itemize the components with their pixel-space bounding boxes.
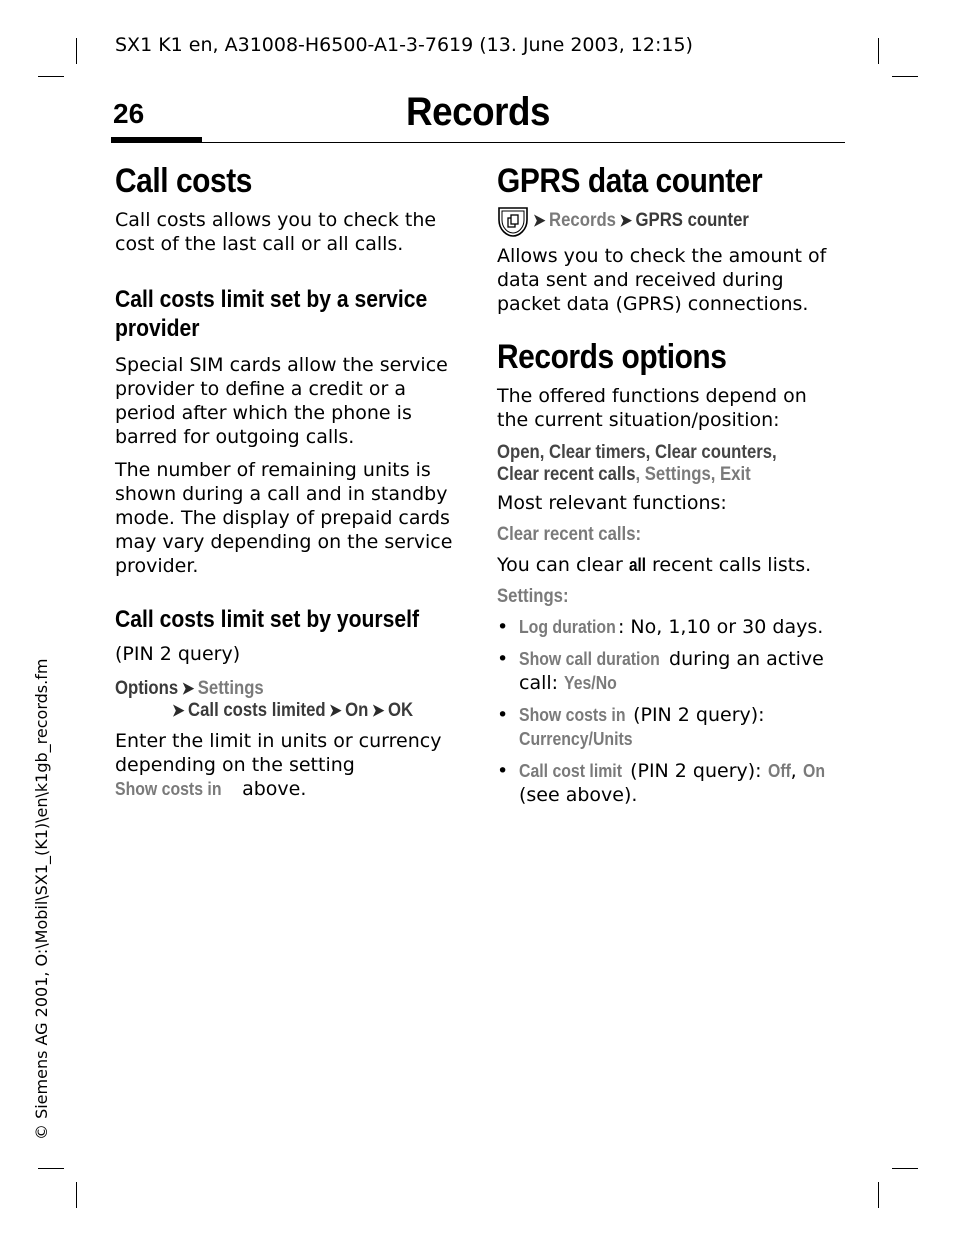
provider-para-2: The number of remaining units is shown during a call and in standby mode. The display of prepaid cards may vary depending on the service provider. (115, 459, 453, 577)
crop-mark-top-right-v (878, 38, 879, 64)
crop-mark-top-left-v (76, 38, 77, 64)
arrow-icon: ➤ (181, 679, 195, 698)
path-settings: Settings (197, 678, 264, 699)
path-records: Records (549, 210, 616, 231)
crop-mark-bottom-left-h (38, 1168, 64, 1169)
gprs-menu-path (497, 206, 842, 242)
gprs-text: Allows you to check the amount of data sent and received during packet data (GPRS) connections. (497, 245, 827, 315)
functions-line-2 (497, 464, 843, 486)
list-item (497, 647, 842, 695)
show-costs-in-text: (PIN 2 query): (627, 704, 765, 726)
show-call-duration-value: Yes/No (564, 673, 617, 693)
clear-recent-label: Clear recent calls: (497, 524, 642, 545)
bullet: • (497, 616, 509, 638)
functions-list (497, 442, 843, 486)
bullet: • (497, 648, 509, 670)
crop-mark-bottom-left-v (76, 1182, 77, 1208)
function-clear-recent: Clear recent calls (497, 464, 636, 485)
list-item (497, 615, 842, 639)
show-costs-in-value: Currency/Units (519, 729, 633, 749)
gprs-heading: GPRS data counter (497, 162, 763, 200)
menu-icon (497, 206, 529, 242)
document-header: SX1 K1 en, A31008-H6500-A1-3-7619 (13. June 2003, 12:15) (115, 34, 693, 56)
clear-text-b: recent calls lists. (651, 554, 812, 576)
crop-mark-top-left-h (38, 76, 64, 77)
show-call-duration-text: during an active call: (519, 648, 824, 694)
page-number: 26 (113, 98, 145, 129)
above-text: above. (242, 778, 307, 800)
left-column (115, 160, 460, 801)
list-item (497, 759, 842, 807)
clear-text (497, 553, 842, 577)
call-costs-intro: Call costs allows you to check the cost of the last call or all calls. (115, 209, 437, 255)
bullet: • (497, 760, 509, 782)
crop-mark-top-right-h (892, 76, 918, 77)
menu-path (115, 678, 460, 722)
show-call-duration-key: Show call duration (519, 649, 660, 669)
enter-limit-text (115, 729, 460, 801)
clear-all-word: all (628, 555, 646, 575)
path-on: On (345, 700, 369, 721)
records-options-heading: Records options (497, 338, 727, 376)
menu-path-line-2 (172, 700, 413, 722)
records-options-intro: The offered functions depend on the current situation/position: (497, 385, 807, 431)
arrow-icon: ➤ (619, 211, 633, 230)
settings-list (497, 615, 842, 807)
copyright-sidebar: © Siemens AG 2001, O:\Mobil\SX1_(K1)\en\k1gb_records.fm (32, 658, 51, 1140)
call-cost-limit-tail: (see above). (519, 784, 638, 806)
call-costs-heading: Call costs (115, 162, 252, 200)
arrow-icon: ➤ (172, 701, 185, 720)
path-ok: OK (387, 700, 414, 721)
clear-text-a: You can clear (497, 554, 623, 576)
show-costs-in-link: Show costs in (115, 779, 222, 799)
path-gprs-counter: GPRS counter (635, 210, 749, 231)
crop-mark-bottom-right-h (892, 1168, 918, 1169)
show-costs-in-key: Show costs in (519, 705, 626, 725)
call-cost-limit-text: (PIN 2 query): (624, 760, 762, 782)
call-cost-limit-key: Call cost limit (519, 761, 622, 781)
call-cost-limit-off: Off (767, 761, 791, 781)
arrow-icon: ➤ (371, 701, 385, 720)
crop-mark-bottom-right-v (878, 1182, 879, 1208)
arrow-icon: ➤ (533, 211, 546, 230)
call-cost-limit-sep: , (790, 760, 797, 782)
call-cost-limit-on: On (802, 761, 825, 781)
list-item (497, 703, 842, 751)
menu-path-line-1 (115, 678, 264, 700)
most-relevant-text: Most relevant functions: (497, 492, 727, 514)
page-title: Records (406, 90, 551, 134)
log-duration-text: : No, 1,10 or 30 days. (617, 616, 824, 638)
provider-para-1: Special SIM cards allow the service provider to define a credit or a period after which the phone is barred for outgoing calls. (115, 354, 448, 448)
provider-heading: Call costs limit set by a service provider (115, 286, 428, 342)
path-call-costs-limited: Call costs limited (188, 700, 326, 721)
arrow-icon: ➤ (329, 701, 342, 720)
settings-label: Settings: (497, 586, 569, 607)
yourself-heading: Call costs limit set by yourself (115, 606, 419, 633)
functions-line-1: Open, Clear timers, Clear counters, (497, 442, 777, 463)
log-duration-key: Log duration (519, 617, 616, 637)
right-column (497, 160, 842, 807)
function-settings-exit: , Settings, Exit (635, 464, 751, 485)
header-rule (111, 142, 845, 143)
path-options: Options (115, 678, 179, 699)
enter-limit-sentence: Enter the limit in units or currency depending on the setting (115, 730, 442, 776)
pin-note: (PIN 2 query) (115, 643, 241, 665)
bullet: • (497, 704, 509, 726)
